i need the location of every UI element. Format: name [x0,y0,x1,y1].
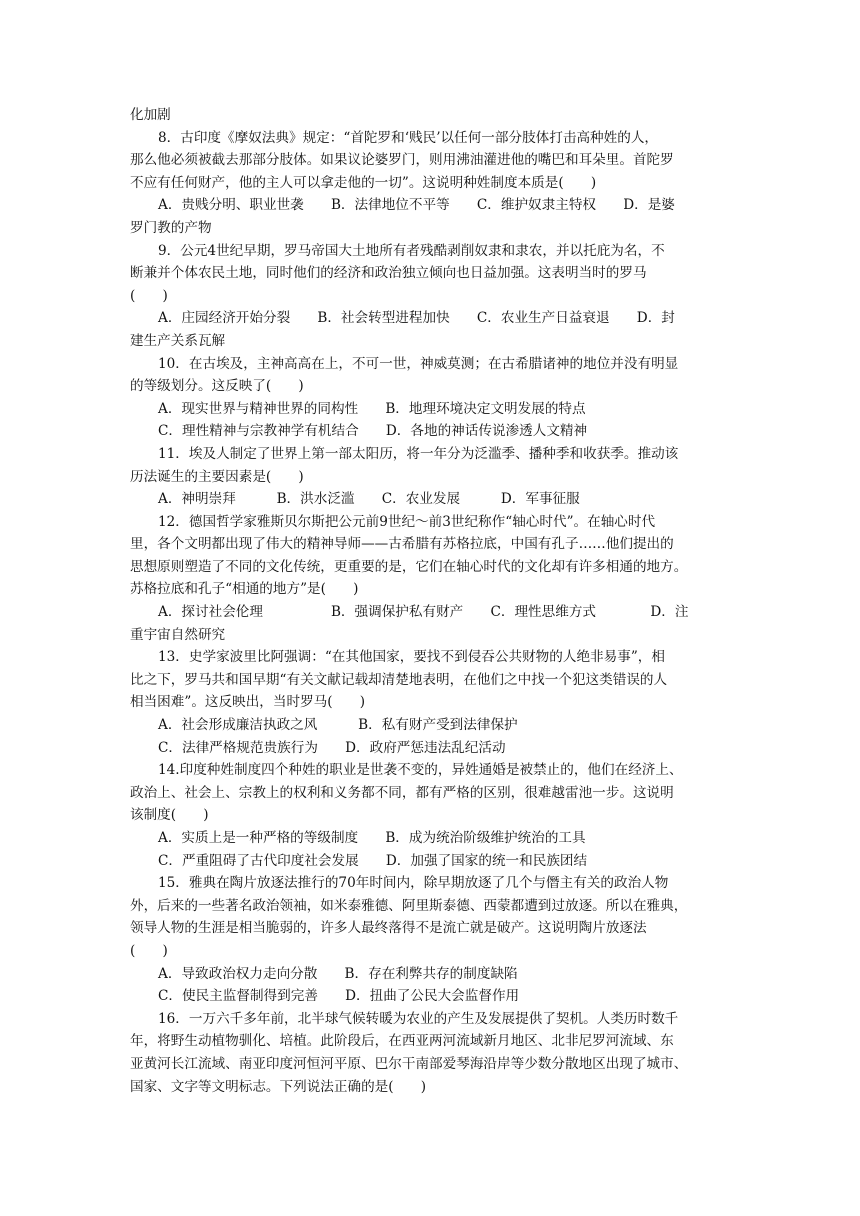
text-line: 15．雅典在陶片放逐法推行的70年时间内，除早期放逐了几个与僭主有关的政治人物 [158,875,669,892]
text-line: 16．一万六千多年前，北半球气候转暖为农业的产生及发展提供了契机。人类历时数千 [158,1010,679,1027]
text-line: 的等级划分。这反映了( ) [130,378,304,395]
text-line: C．法律严格规范贵族行为 D．政府严惩违法乱纪活动 [158,739,506,756]
text-line: 10．在古埃及，主神高高在上，不可一世，神威莫测；在古希腊诸神的地位并没有明显 [158,355,679,372]
text-line: C．使民主监督制得到完善 D．扭曲了公民大会监督作用 [158,988,520,1005]
text-line: 政治上、社会上、宗教上的权利和义务都不同，都有严格的区别，很难越雷池一步。这说明 [130,784,674,801]
text-line: 那么他必须被截去那部分肢体。如果议论婆罗门，则用沸油灌进他的嘴巴和耳朵里。首陀罗 [130,152,674,169]
text-line: A．庄园经济开始分裂 B．社会转型进程加快 C．农业生产日益衰退 D．封 [158,310,675,327]
text-line: ( ) [130,287,168,304]
text-line: 13．史学家波里比阿强调：“在其他国家，要找不到侵吞公共财物的人绝非易事”，相 [158,649,665,666]
text-line: A．实质上是一种严格的等级制度 B．成为统治阶级维护统治的工具 [158,830,586,846]
text-line: 12．德国哲学家雅斯贝尔斯把公元前9世纪～前3世纪称作“轴心时代”。在轴心时代 [158,513,656,530]
text-line: 亚黄河长江流域、南亚印度河恒河平原、巴尔干南部爱琴海沿岸等少数分散地区出现了城市、 [130,1055,688,1072]
text-line: ( ) [130,942,168,959]
text-line: A．探讨社会伦理 B．强调保护私有财产 C．理性思维方式 D．注 [158,604,689,621]
text-line: 罗门教的产物 [130,219,212,236]
text-line: A．社会形成廉洁执政之风 B．私有财产受到法律保护 [158,717,518,734]
text-line: 比之下，罗马共和国早期“有关文献记载却清楚地表明，在他们之中找一个犯这类错误的人 [130,671,668,688]
text-line: C．严重阻碍了古代印度社会发展 D．加强了国家的统一和民族团结 [158,852,588,869]
text-line: C．理性精神与宗教神学有机结合 D．各地的神话传说渗透人文精神 [158,423,588,440]
text-line: 建生产关系瓦解 [130,332,226,349]
text-line: 8．古印度《摩奴法典》规定：“首陀罗和‘贱民’以任何一部分肢体打击高种姓的人， [158,129,659,146]
text-line: A．神明崇拜 B．洪水泛滥 C．农业发展 D．军事征服 [158,491,580,508]
text-line: A．导致政治权力走向分散 B．存在利弊共存的制度缺陷 [158,965,518,982]
text-line: 外，后来的一些著名政治领袖，如米泰雅德、阿里斯泰德、西蒙都遭到过放逐。所以在雅典， [130,897,688,914]
text-line: A．贵贱分明、职业世袭 B．法律地位不平等 C．维护奴隶主特权 D．是婆 [158,197,675,214]
text-line: 里，各个文明都出现了伟大的精神导师——古希腊有苏格拉底，中国有孔子……他们提出的 [130,536,674,553]
text-line: 年，将野生动植物驯化、培植。此阶段后，在西亚两河流域新月地区、北非尼罗河流域、东 [130,1033,674,1050]
text-line: 9．公元4世纪早期，罗马帝国大土地所有者残酷剥削奴隶和隶农，并以托庇为名，不 [158,242,665,259]
text-line: 该制度( ) [130,807,209,824]
text-line: 11．埃及人制定了世界上第一部太阳历，将一年分为泛滥季、播种季和收获季。推动该 [158,445,679,462]
text-line: 重宇宙自然研究 [130,626,226,643]
text-line: 化加剧 [130,107,171,123]
document-page [130,104,730,1098]
text-line: 相当困难”。这反映出，当时罗马( ) [130,694,366,711]
text-line: 14.印度种姓制度四个种姓的职业是世袭不变的，异姓通婚是被禁止的，他们在经济上、 [158,762,683,779]
text-line: 思想原则塑造了不同的文化传统，更重要的是，它们在轴心时代的文化却有许多相通的地方。 [130,558,688,575]
text-line: 历法诞生的主要因素是( ) [130,468,304,485]
text-line: A．现实世界与精神世界的同构性 B．地理环境决定文明发展的特点 [158,400,586,417]
text-line: 断兼并个体农民土地，同时他们的经济和政治独立倾向也日益加强。这表明当时的罗马 [130,265,647,282]
text-line: 不应有任何财产，他的主人可以拿走他的一切”。这说明种姓制度本质是( ) [130,174,597,191]
text-line: 苏格拉底和孔子“相通的地方”是( ) [130,581,359,598]
text-line: 领导人物的生涯是相当脆弱的，许多人最终落得不是流亡就是破产。这说明陶片放逐法 [130,920,647,937]
text-line: 国家、文字等文明标志。下列说法正确的是( ) [130,1078,427,1095]
